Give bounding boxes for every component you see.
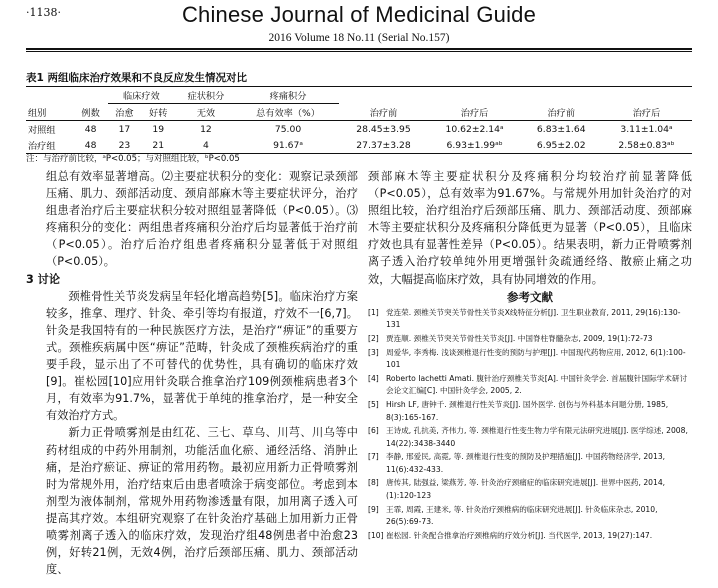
- table-cell: 23: [108, 137, 142, 154]
- column-header: 无效: [175, 104, 237, 121]
- reference-item: [6] 王诗成, 孔抗美, 齐伟力, 等. 颈椎退行性变生物力学有限元法研究进展[J]. 医学综述, 2008, 14(22):3438-3440: [368, 426, 688, 448]
- column-header: 治疗前: [521, 104, 601, 121]
- reference-item: [1] 党连荣. 颈椎关节突关节骨性关节炎X线特征分析[J]. 卫生职业教育, 2011, 29(16):130-131: [368, 307, 681, 330]
- table-cell: 48: [74, 137, 108, 154]
- table-cell: 4: [175, 137, 237, 154]
- table-note: 注：与治疗前比较，ᵃP<0.05；与对照组比较，ᵇP<0.05: [26, 154, 240, 164]
- reference-item: [2] 贾连顺. 颈椎关节突关节骨性关节炎[J]. 中国脊柱脊髓杂志, 2009, 19(1):72-73: [368, 333, 653, 343]
- column-header: 治疗后: [601, 104, 692, 121]
- header-rule: [26, 48, 692, 50]
- group-header-pain: 疼痛积分: [237, 87, 340, 104]
- header-rule-thin: [26, 51, 692, 52]
- body-paragraph: 组总有效率显著增高。⑵主要症状积分的变化：观察记录颈部压痛、肌力、颈部活动度、颈肩部麻木等主要症状评分，治疗组患者治疗后主要症状积分较对照组显著降低（P<0.05）。⑶疼痛积分的变化：两组患者疼痛积分治疗后均显著低于治疗前（P<0.05）。治疗后治疗组患者疼痛积分显著低于对照组（P<0.05）。: [46, 170, 358, 269]
- body-paragraph: 新力正骨喷雾剂是由红花、三七、草乌、川芎、川乌等中药材组成的中药外用制剂，功能活血化瘀、通经活络、消肿止痛，是治疗瘀证、痹证的常用药物。最初应用新力正骨喷雾剂时为常规外用，治疗结束后由患者喷涂于病变部位。考虑到本剂型为液体制剂，常规外用药物渗透量有限，加用离子透入可提高其疗效。本组研究观察了在针灸治疗基础上加用新力正骨喷雾剂离子透入的临床疗效，发现治疗组48例患者中治愈23例，好转21例，无效4例，治疗后颈部压痛、肌力、颈部活动度、: [46, 426, 358, 577]
- results-table: [26, 86, 692, 154]
- column-header: 总有效率（%）: [237, 104, 340, 121]
- body-paragraph: 颈部麻木等主要症状积分及疼痛积分均较治疗前显著降低（P<0.05），总有效率为91.67%。与常规外用加针灸治疗的对照组比较，治疗组治疗后颈部压痛、肌力、颈部活动度、颈部麻木等主要症状积分及疼痛积分降低更为显著（P<0.05），且临床疗效也具有显著性差异（P<0.05）。结果表明，新力正骨喷雾剂离子透入治疗较单纯外用更增强针灸疏通经络、散瘀止痛之功效，大幅提高临床疗效，具有协同增效的作用。: [368, 170, 692, 286]
- table-cell: 28.45±3.95: [356, 123, 411, 135]
- journal-title: Chinese Journal of Medicinal Guide: [181, 2, 537, 27]
- table-cell: 对照组: [28, 125, 56, 136]
- table-cell: 19: [152, 123, 165, 135]
- left-column: [26, 168, 358, 578]
- right-column: [368, 168, 692, 543]
- reference-list: [368, 307, 692, 543]
- table-cell: 治疗组: [26, 137, 74, 154]
- table-cell: 6.93±1.99ᵃᵇ: [428, 137, 522, 154]
- table-cell: 6.95±2.02: [521, 137, 601, 154]
- table-cell: 2.58±0.83ᵃᵇ: [601, 137, 692, 154]
- reference-item: [5] Hirsh LF, 唐钟千. 颈椎退行性关节炎[J]. 国外医学. 创伤与外科基本问题分册, 1985, 8(3):165-167.: [368, 399, 669, 422]
- group-header-efficacy: 临床疗效: [108, 87, 176, 104]
- reference-item: [4] Roberto Iachetti Amati. 腹针治疗颈椎关节炎[A]. 中国针灸学会. 首届腹针国际学术研讨会论文汇编[C]. 中国针灸学会, 2005, 2.: [368, 373, 688, 396]
- table-cell: 12: [200, 123, 212, 135]
- reference-item: [10] 崔松园. 针灸配合推拿治疗颈椎病的疗效分析[J]. 当代医学, 2013, 19(27):147.: [368, 530, 653, 540]
- column-header: 治愈: [108, 104, 142, 121]
- table-row: [26, 121, 692, 138]
- volume-line: 2016 Volume 18 No.11 (Serial No.157): [268, 32, 450, 44]
- table-cell: 10.62±2.14ᵃ: [445, 123, 504, 135]
- column-header: 组别: [26, 104, 74, 121]
- page-number: ·1138·: [26, 6, 61, 19]
- reference-item: [8] 唐传其, 陆强益, 梁燕芳, 等. 针灸治疗颈痛症的临床研究进展[J]. 世界中医药, 2014, (1):120-123: [368, 478, 666, 501]
- table-caption: 表1 两组临床治疗效果和不良反应发生情况对比: [26, 72, 247, 84]
- table-cell: 21: [141, 137, 175, 154]
- references-title: 参考文献: [507, 289, 553, 304]
- table-cell: 3.11±1.04ᵃ: [620, 123, 673, 135]
- reference-item: [3] 周爱华, 李秀梅. 浅谈颈椎退行性变的预防与护理[J]. 中国现代药物应用, 2012, 6(1):100-101: [368, 347, 686, 370]
- column-header: 例数: [74, 104, 108, 121]
- column-header: 好转: [141, 104, 175, 121]
- column-header: 治疗前: [339, 104, 427, 121]
- table-cell: 6.83±1.64: [536, 123, 586, 135]
- section-heading: 3 讨论: [26, 272, 61, 286]
- body-paragraph: 颈椎骨性关节炎发病呈年轻化增高趋势[5]。临床治疗方案较多，推拿、理疗、针灸、牵引等均有报道，疗效不一[6,7]。针灸是我国特有的一种民族医疗方法，是治疗“痹证”的重要方式。颈椎疾病属中医“痹证”范畴，针灸成了颈椎疾病治疗的重要手段，显示出了不可替代的优势性，具有确切的临床疗效[9]。崔松园[10]应用针灸联合推拿治疗109例颈椎病患者3个月，有效率为91.7%，显著优于单纯的推拿治疗，是一种安全有效治疗方式。: [46, 289, 358, 423]
- table-cell: 48: [84, 123, 97, 135]
- column-header: 治疗后: [428, 104, 522, 121]
- reference-item: [9] 王霏, 周霞, 王建米, 等. 针灸治疗颈椎病的临床研究进展[J]. 针灸临床杂志, 2010, 26(5):69-73.: [368, 504, 658, 527]
- table-cell: 27.37±3.28: [339, 137, 427, 154]
- reference-item: [7] 李静, 邢爱民, 高霓, 等. 颈椎退行性变的预防及护理措施[J]. 中国药物经济学, 2013, 11(6):432-433.: [368, 452, 666, 474]
- table-cell: 17: [118, 123, 131, 135]
- table-cell: 75.00: [274, 123, 302, 135]
- group-header-symptom: 症状积分: [175, 87, 237, 104]
- table-cell: 91.67ᵃ: [237, 137, 340, 154]
